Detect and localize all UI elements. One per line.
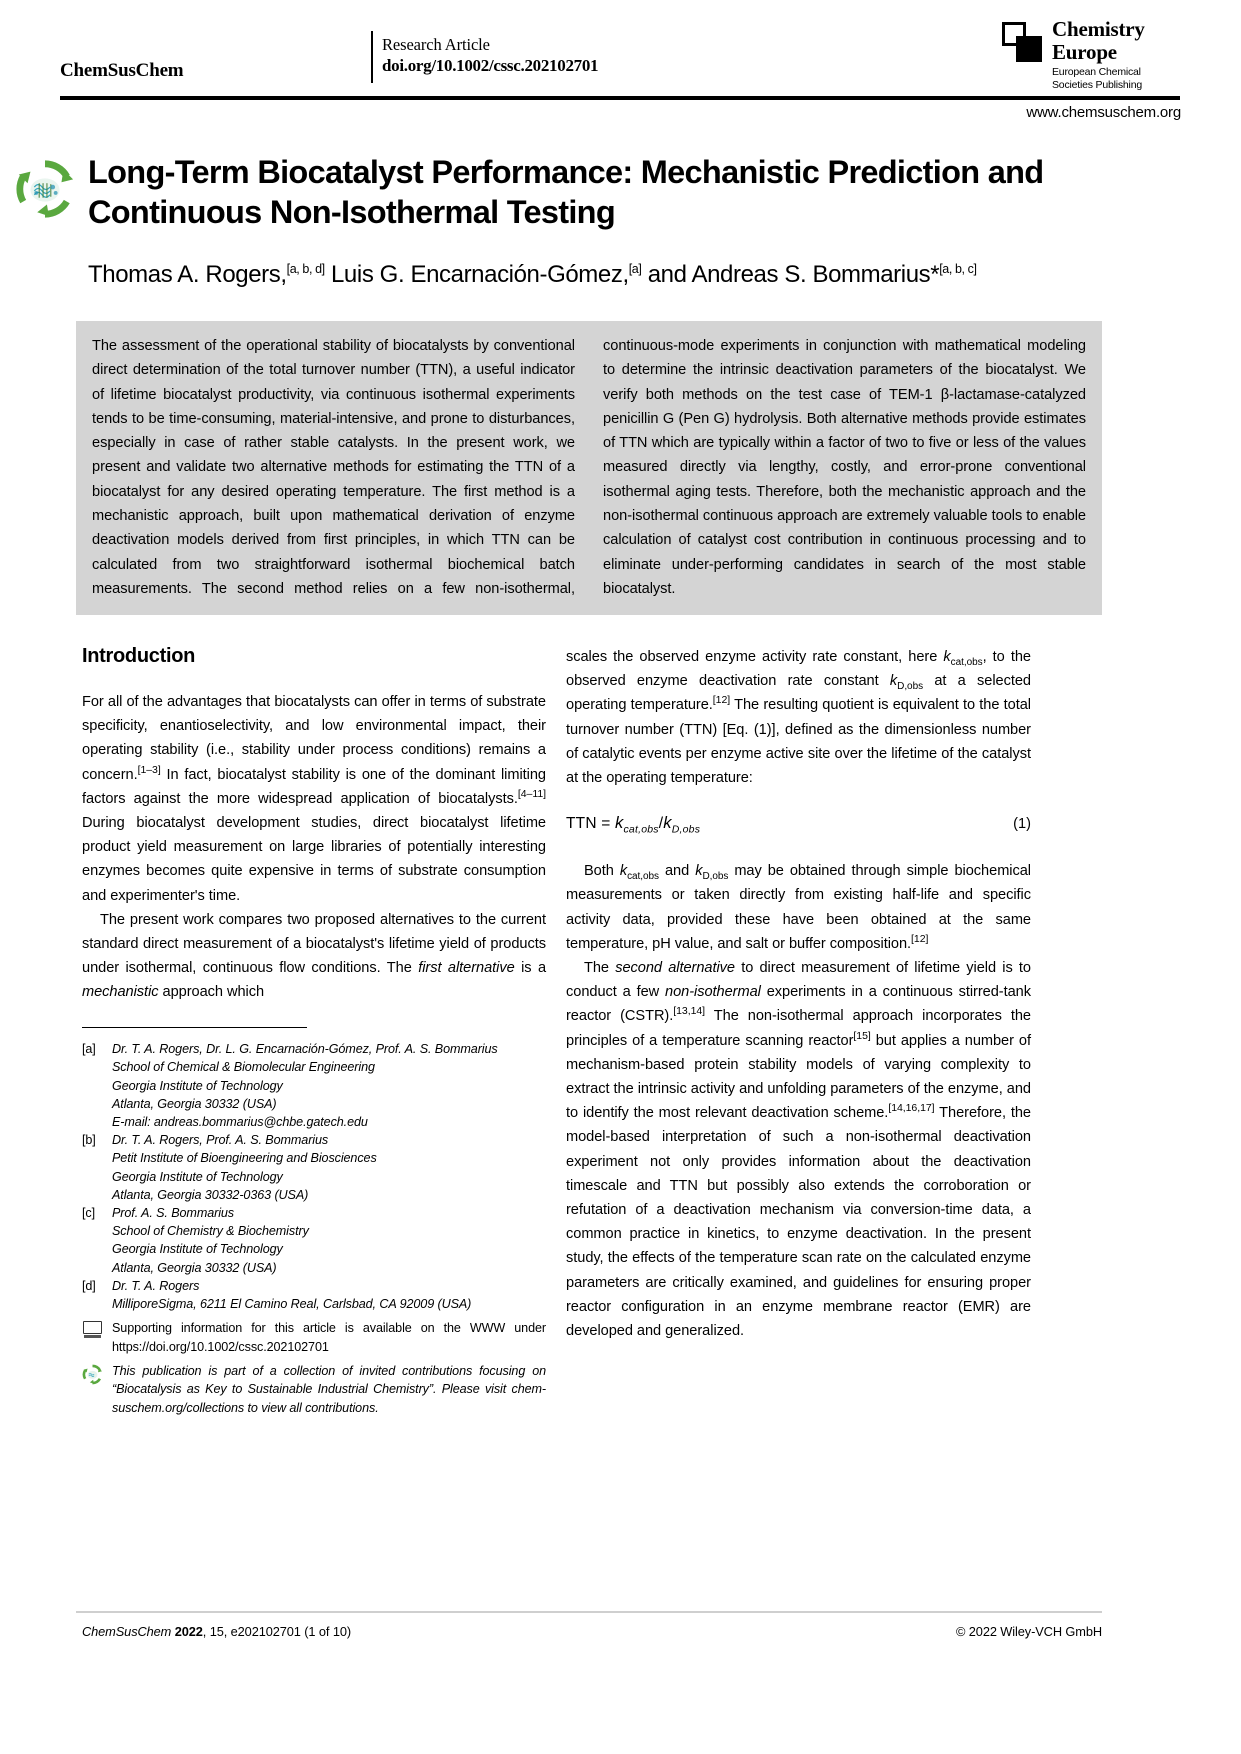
intro-p2-part-a: The present work compares two proposed alternatives to the current standard direct measurement of a biocatalyst's lifetime yield of products under isothermal, continuous flow conditions. The bbox=[82, 911, 546, 977]
intro-p3-part-a: scales the observed enzyme activity rate constant, here bbox=[566, 649, 944, 665]
affiliation-a-line-2: School of Chemical & Biomolecular Engineering bbox=[112, 1060, 375, 1075]
affiliation-c-line-3: Georgia Institute of Technology bbox=[112, 1242, 283, 1257]
footer-copyright: © 2022 Wiley-VCH GmbH bbox=[956, 1624, 1102, 1639]
chemistry-europe-subtitle bbox=[1052, 66, 1142, 92]
intro-p2-italic-first-alternative: first alternative bbox=[418, 960, 515, 977]
equation-denominator bbox=[663, 814, 701, 836]
supporting-information-note bbox=[82, 1319, 546, 1356]
author-3-affiliation-marks: [a, b, c] bbox=[939, 262, 977, 276]
footer-citation bbox=[82, 1624, 351, 1639]
affiliation-c bbox=[82, 1204, 546, 1277]
intro-p2-part-c: approach which bbox=[158, 984, 265, 1001]
page-footer bbox=[82, 1624, 1102, 1639]
affiliation-c-line-4: Atlanta, Georgia 30332 (USA) bbox=[112, 1260, 277, 1275]
logo-square-solid bbox=[1016, 36, 1042, 62]
author-3-name: and Andreas S. Bommarius* bbox=[641, 261, 940, 288]
symbol-k-1: k bbox=[943, 649, 951, 665]
symbol-k-4: k bbox=[695, 863, 703, 880]
chemistry-europe-squares-icon bbox=[1002, 22, 1044, 64]
symbol-k-2: k bbox=[889, 673, 898, 690]
body-column-left bbox=[82, 645, 546, 1417]
author-1-affiliation-marks: [a, b, d] bbox=[286, 262, 325, 276]
citation-ref-1-3[interactable]: [1–3] bbox=[137, 763, 161, 776]
equation-lhs: TTN bbox=[566, 815, 597, 833]
author-1-name: Thomas A. Rogers, bbox=[88, 261, 287, 288]
intro-paragraph-5 bbox=[566, 956, 1031, 1343]
intro-p5-part-b: to direct measurement of lifetime yield is to conduct a few bbox=[566, 960, 1031, 1001]
equation-1 bbox=[566, 814, 701, 836]
affiliation-b-line-1: Dr. T. A. Rogers, Prof. A. S. Bommarius bbox=[112, 1133, 329, 1148]
footer-divider-rule bbox=[76, 1611, 1102, 1613]
chemistry-europe-wordmark bbox=[1052, 18, 1145, 64]
intro-p3-part-c: at a selected operating temperature. bbox=[566, 673, 1031, 714]
affiliation-b-line-3: Georgia Institute of Technology bbox=[112, 1169, 283, 1184]
equation-k-num: k bbox=[615, 814, 624, 833]
intro-p3-part-d: The resulting quotient is equivalent to the total turnover number (TTN) [Eq. (1)], defined as the dimensionless number of catalytic events per enzyme active site over the lifetime of the catalyst at the operating temperature: bbox=[566, 697, 1031, 787]
footer-year: 2022 bbox=[174, 1624, 203, 1639]
logo-sub-line-2: Societies Publishing bbox=[1052, 79, 1142, 91]
intro-p1-part-b: In fact, biocatalyst stability is one of the dominant limiting factors against the more widespread application of biocatalysts. bbox=[82, 766, 546, 807]
monitor-base-shape bbox=[84, 1335, 101, 1338]
affiliation-d-line-2: MilliporeSigma, 6211 El Camino Real, Carlsbad, CA 92009 (USA) bbox=[112, 1296, 472, 1311]
symbol-kcatobs-2 bbox=[619, 863, 659, 883]
affiliation-c-line-2: School of Chemistry & Biochemistry bbox=[112, 1224, 309, 1239]
citation-ref-13-14[interactable]: [13,14] bbox=[673, 1005, 706, 1018]
intro-p5-part-c: experiments in a continuous stirred-tank reactor (CSTR). bbox=[566, 984, 1031, 1025]
intro-p5-part-f: Therefore, the model-based interpretation of such a non-isothermal deactivation experiment not only provides information about the deactivation timescale and TTN but possibly also extends the corroboration or refutation of a deactivation mechanism via conversion-time data, a common practice in kinetics, to enzyme deactivation. In the present study, the effects of the temperature scan rate on the calculated enzyme parameters are critically examined, and guidelines for ensuring proper reactor configuration in an enzyme membrane reactor (EMR) are developed and generalized. bbox=[566, 1105, 1031, 1340]
footer-journal-name: ChemSusChem bbox=[82, 1624, 172, 1639]
intro-p5-italic-non-isothermal: non-isothermal bbox=[665, 984, 761, 1001]
affiliation-a bbox=[82, 1040, 546, 1131]
equation-k-num-sub: cat,obs bbox=[623, 823, 659, 836]
intro-paragraph-3 bbox=[566, 645, 1031, 790]
affiliation-b-line-2: Petit Institute of Bioengineering and Biosciences bbox=[112, 1151, 377, 1166]
affiliation-a-line-1: Dr. T. A. Rogers, Dr. L. G. Encarnación-Gómez, Prof. A. S. Bommarius bbox=[112, 1042, 498, 1057]
symbol-kdobs-2 bbox=[695, 863, 729, 883]
citation-ref-12-b[interactable]: [12] bbox=[911, 932, 929, 945]
intro-p1-part-c: During biocatalyst development studies, direct biocatalyst lifetime product yield measurement on large libraries of potentially interesting enzymes becomes quite expensive in terms of substrate consumption and experimenter's time. bbox=[82, 815, 546, 904]
chemistry-europe-logo bbox=[906, 18, 1176, 92]
body-column-right bbox=[566, 645, 1031, 1343]
intro-p2-italic-mechanistic: mechanistic bbox=[82, 984, 159, 1001]
author-list bbox=[88, 260, 1098, 290]
equation-1-row bbox=[566, 814, 1031, 836]
affiliation-c-line-1: Prof. A. S. Bommarius bbox=[112, 1205, 235, 1220]
author-2-name: Luis G. Encarnación-Gómez, bbox=[324, 261, 629, 288]
logo-line-chemistry: Chemistry bbox=[1052, 17, 1145, 41]
affiliations-block bbox=[82, 1040, 546, 1313]
supporting-information-text[interactable]: Supporting information for this article is available on the WWW under https://doi.org/10.1002/cssc.202102701 bbox=[112, 1321, 546, 1354]
intro-p5-part-d: The non-isothermal approach incorporates the principles of a temperature scanning reactor bbox=[566, 1008, 1031, 1049]
symbol-k-3-sub: cat,obs bbox=[627, 871, 659, 883]
journal-website-url[interactable]: www.chemsuschem.org bbox=[1026, 104, 1181, 121]
affiliation-b-line-4: Atlanta, Georgia 30332-0363 (USA) bbox=[112, 1187, 309, 1202]
symbol-kcatobs-1 bbox=[943, 649, 983, 668]
affiliation-a-body bbox=[112, 1040, 546, 1131]
intro-p1-part-a: For all of the advantages that biocatalysts can offer in terms of substrate specificity, enantioselectivity, and low environmental impact, their operating stability (i.e., stability under process conditions) remains a concern. bbox=[82, 694, 546, 783]
abstract-columns bbox=[92, 334, 1086, 601]
affiliation-d bbox=[82, 1277, 546, 1313]
doi-label: doi.org/10.1002/cssc.202102701 bbox=[382, 56, 599, 75]
affiliation-b-body bbox=[112, 1131, 546, 1204]
header-horizontal-rule bbox=[60, 96, 1180, 100]
symbol-k-1-sub: cat,obs bbox=[950, 656, 983, 668]
intro-p5-part-a: The bbox=[584, 960, 616, 977]
logo-sub-line-1: European Chemical bbox=[1052, 66, 1141, 78]
equation-equals-sign: = bbox=[601, 815, 611, 833]
affiliation-d-line-1: Dr. T. A. Rogers bbox=[112, 1278, 200, 1293]
intro-paragraph-1 bbox=[82, 690, 546, 908]
equation-1-number: (1) bbox=[1013, 816, 1031, 833]
intro-p5-italic-second-alternative: second alternative bbox=[615, 960, 735, 977]
symbol-k-3: k bbox=[619, 863, 628, 880]
journal-name-mark: ChemSusChem bbox=[60, 60, 184, 81]
symbol-kdobs-1 bbox=[889, 673, 924, 693]
monitor-screen-shape bbox=[83, 1321, 102, 1334]
biocatalysis-recycle-icon bbox=[14, 158, 76, 220]
citation-ref-14-16-17[interactable]: [14,16,17] bbox=[888, 1102, 935, 1115]
intro-p5-part-e: but applies a number of mechanism-based protein stability models of varying complexity to extract the intrinsic activity and unfolding parameters of the enzyme, and to identify the most relevant deactivation scheme. bbox=[566, 1032, 1031, 1122]
article-title: Long-Term Biocatalyst Performance: Mechanistic Prediction and Continuous Non-Isothermal Testing bbox=[88, 154, 1044, 230]
intro-paragraph-2 bbox=[82, 908, 546, 1005]
citation-ref-15[interactable]: [15] bbox=[853, 1029, 871, 1042]
affiliation-a-line-3: Georgia Institute of Technology bbox=[112, 1078, 283, 1093]
equation-k-den: k bbox=[663, 814, 672, 833]
intro-paragraph-4 bbox=[566, 859, 1031, 956]
equation-k-den-sub: D,obs bbox=[671, 823, 701, 836]
symbol-k-4-sub: D,obs bbox=[702, 871, 729, 883]
symbol-k-2-sub: D,obs bbox=[897, 681, 924, 693]
affiliation-a-email[interactable]: E-mail: andreas.bommarius@chbe.gatech.edu bbox=[112, 1114, 368, 1129]
intro-p3-part-b: , to the observed enzyme deactivation rate constant bbox=[566, 649, 1031, 690]
intro-p2-part-b: is a bbox=[514, 960, 547, 977]
citation-ref-4-11[interactable]: [4–11] bbox=[517, 787, 546, 800]
title-and-authors bbox=[88, 152, 1098, 290]
affiliation-a-tag: [a] bbox=[82, 1042, 96, 1057]
abstract-box bbox=[76, 321, 1102, 615]
affiliation-b-tag: [b] bbox=[82, 1133, 96, 1148]
affiliation-d-tag: [d] bbox=[82, 1278, 96, 1293]
equation-slash: / bbox=[658, 815, 664, 833]
equation-numerator bbox=[615, 814, 659, 836]
affiliation-c-body bbox=[112, 1204, 546, 1277]
affiliation-b bbox=[82, 1131, 546, 1204]
runhead-article-info bbox=[382, 34, 598, 77]
section-heading-introduction: Introduction bbox=[82, 645, 196, 667]
logo-line-europe: Europe bbox=[1052, 40, 1117, 64]
collection-note-text[interactable]: This publication is part of a collection of invited contributions focusing on “Biocatalysis as Key to Sustainable Industrial Chemistry”. Please visit chem-suschem.org/collections to view all contributions. bbox=[112, 1364, 546, 1415]
citation-ref-12-a[interactable]: [12] bbox=[712, 694, 731, 707]
collection-note bbox=[82, 1362, 546, 1417]
affiliation-a-line-4: Atlanta, Georgia 30332 (USA) bbox=[112, 1096, 277, 1111]
article-type-label: Research Article bbox=[382, 35, 490, 54]
runhead-divider bbox=[371, 31, 373, 83]
monitor-icon bbox=[82, 1319, 112, 1356]
intro-p4-part-c: may be obtained through simple biochemical measurements or taken directly from existing half-life and specific activity data, provided these have been obtained at the same temperature, pH value, and salt or buffer composition. bbox=[566, 863, 1031, 952]
running-head bbox=[60, 18, 1180, 94]
intro-p4-part-a: Both bbox=[584, 863, 620, 880]
collection-recycle-icon bbox=[82, 1362, 112, 1417]
footnote-divider-rule bbox=[82, 1027, 307, 1029]
abstract-text: The assessment of the operational stability of biocatalysts by conventional direct determination of the total turnover number (TTN), a useful indicator of lifetime biocatalyst productivity, via continuous isothermal experiments tends to be time-consuming, material-intensive, and prone to disturbances, especially in case of rather stable catalysts. In the present work, we present and validate two alternative methods for estimating the TTN of a biocatalyst for any desired operating temperature. The first method is a mechanistic approach, built upon mathematical derivation of enzyme deactivation models derived from first principles, in which TTN can be calculated from two straightforward isothermal biochemical batch measurements. The second method relies on a few non-isothermal, continuous-mode experiments in conjunction with mathematical modeling to determine the intrinsic deactivation parameters of the biocatalyst. We verify both methods on the test case of TEM-1 β-lactamase-catalyzed penicillin G (Pen G) hydrolysis. Both alternative methods provide estimates of TTN which are typically within a factor of two to five or less of the values measured directly via lengthy, costly, and error-prone conventional isothermal aging tests. Therefore, both the mechanistic approach and the non-isothermal continuous approach are extremely valuable tools to enable calculation of catalyst cost contribution in continuous processing and to eliminate under-performing candidates in search of the most stable biocatalyst. bbox=[92, 338, 1086, 597]
affiliation-d-body bbox=[112, 1277, 546, 1313]
author-2-affiliation-marks: [a] bbox=[628, 262, 642, 276]
affiliation-c-tag: [c] bbox=[82, 1205, 95, 1220]
footer-citation-rest: , 15, e202102701 (1 of 10) bbox=[202, 1624, 352, 1639]
intro-p4-part-b: and bbox=[658, 863, 696, 880]
